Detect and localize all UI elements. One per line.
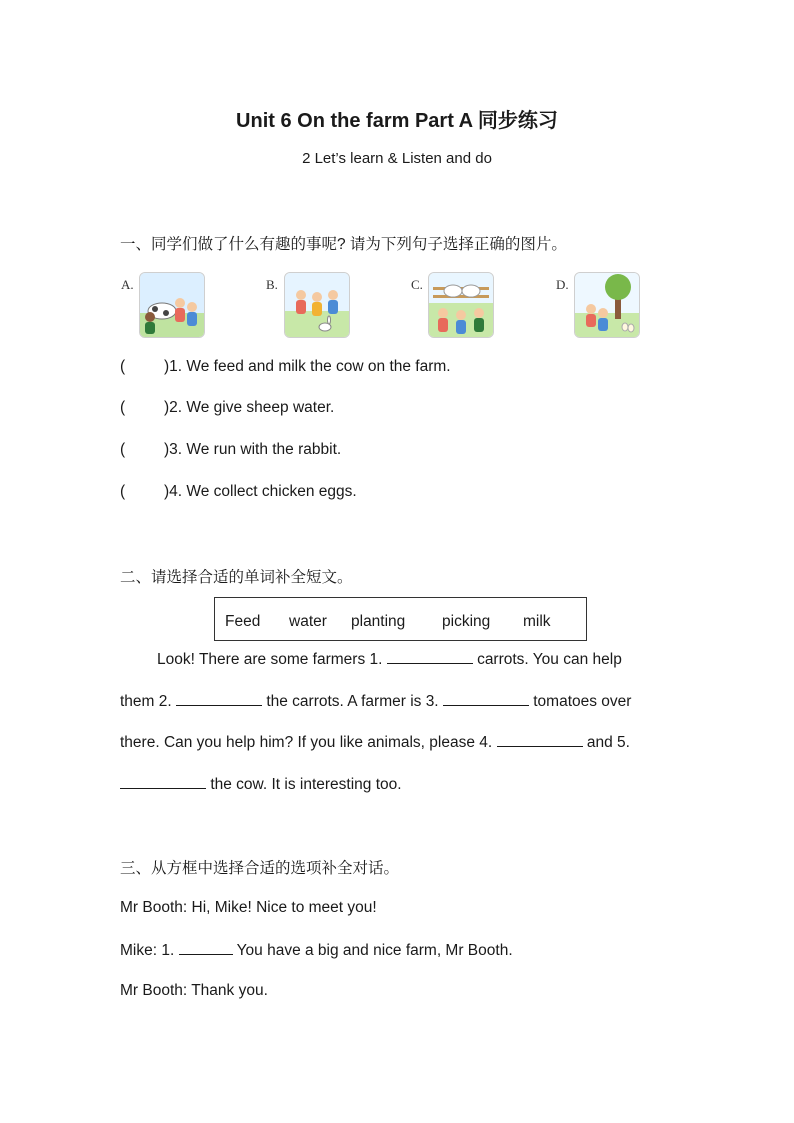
option-c-label: C. bbox=[411, 277, 423, 292]
dialogue-blank-1[interactable] bbox=[179, 940, 233, 955]
word-bank-item: picking bbox=[442, 613, 491, 630]
answer-blank-open[interactable]: ( bbox=[120, 358, 126, 375]
fill-blank-2[interactable] bbox=[176, 691, 262, 706]
children-milking-cow-picture bbox=[139, 272, 205, 338]
answer-blank-open[interactable]: ( bbox=[120, 441, 126, 458]
option-d-label: D. bbox=[556, 277, 569, 292]
passage-line-2: them 2. the carrots. A farmer is 3. tomatoes over bbox=[120, 693, 632, 710]
fill-blank-5[interactable] bbox=[120, 774, 206, 789]
page-subtitle: 2 Let’s learn & Listen and do bbox=[302, 150, 492, 167]
option-b-label: B. bbox=[266, 277, 278, 292]
children-with-rabbit-picture bbox=[284, 272, 350, 338]
dialogue-line-1: Mr Booth: Hi, Mike! Nice to meet you! bbox=[120, 899, 377, 916]
section2-heading: 二、请选择合适的单词补全短文。 bbox=[120, 569, 353, 586]
word-bank-item: milk bbox=[523, 613, 551, 630]
fill-blank-3[interactable] bbox=[443, 691, 529, 706]
word-bank-item: water bbox=[289, 613, 327, 630]
fill-blank-1[interactable] bbox=[387, 649, 473, 664]
passage-line-1: Look! There are some farmers 1. carrots. You can help bbox=[157, 651, 622, 668]
word-bank-item: Feed bbox=[225, 613, 261, 630]
children-collecting-eggs-picture bbox=[574, 272, 640, 338]
dialogue-line-2: Mike: 1. You have a big and nice farm, Mr Booth. bbox=[120, 942, 513, 959]
page-title: Unit 6 On the farm Part A 同步练习 bbox=[236, 110, 558, 132]
word-bank-box bbox=[214, 597, 587, 641]
section3-heading: 三、从方框中选择合适的选项补全对话。 bbox=[120, 860, 400, 877]
passage-line-3: there. Can you help him? If you like animals, please 4. and 5. bbox=[120, 734, 630, 751]
fill-blank-4[interactable] bbox=[497, 732, 583, 747]
answer-blank-open[interactable]: ( bbox=[120, 483, 126, 500]
passage-line-4: the cow. It is interesting too. bbox=[120, 774, 402, 794]
option-a-label: A. bbox=[121, 277, 134, 292]
dialogue-line-3: Mr Booth: Thank you. bbox=[120, 982, 268, 999]
word-bank-item: planting bbox=[351, 613, 406, 630]
section1-heading: 一、同学们做了什么有趣的事呢? 请为下列句子选择正确的图片。 bbox=[120, 236, 567, 253]
children-feeding-sheep-picture bbox=[428, 272, 494, 338]
answer-blank-open[interactable]: ( bbox=[120, 399, 126, 416]
